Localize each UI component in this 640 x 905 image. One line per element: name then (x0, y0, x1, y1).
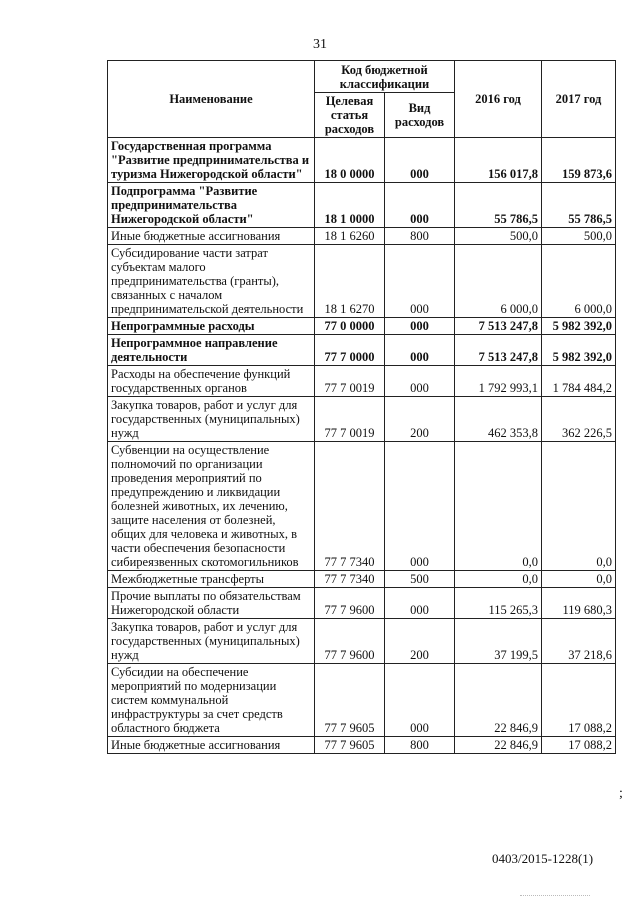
row-expense-type: 000 (385, 138, 455, 183)
row-value-2017: 6 000,0 (542, 245, 616, 318)
row-value-2017: 119 680,3 (542, 588, 616, 619)
scan-artifact (520, 895, 590, 899)
row-name: Субсидии на обеспечение мероприятий по модернизации систем коммунальной инфраструктуры за счет средств областного бюджета (108, 664, 315, 737)
table-row (108, 664, 616, 737)
header-vid: Вид расходов (385, 93, 455, 138)
row-target-code: 18 1 6260 (315, 228, 385, 245)
row-value-2016: 115 265,3 (455, 588, 542, 619)
row-expense-type: 200 (385, 397, 455, 442)
row-target-code: 77 7 0019 (315, 366, 385, 397)
row-value-2017: 0,0 (542, 571, 616, 588)
row-target-code: 18 1 6270 (315, 245, 385, 318)
row-name: Межбюджетные трансферты (108, 571, 315, 588)
row-value-2016: 7 513 247,8 (455, 318, 542, 335)
row-expense-type: 000 (385, 335, 455, 366)
table-row (108, 335, 616, 366)
row-value-2016: 500,0 (455, 228, 542, 245)
table-row (108, 737, 616, 754)
row-value-2017: 37 218,6 (542, 619, 616, 664)
row-name: Непрограммное направление деятельности (108, 335, 315, 366)
row-name: Подпрограмма "Развитие предпринимательства Нижегородской области" (108, 183, 315, 228)
table-row (108, 138, 616, 183)
row-value-2016: 0,0 (455, 442, 542, 571)
row-name: Субсидирование части затрат субъектам малого предпринимательства (гранты), связанных с началом предпринимательской деятельности (108, 245, 315, 318)
row-name: Закупка товаров, работ и услуг для государственных (муниципальных) нужд (108, 619, 315, 664)
row-value-2017: 5 982 392,0 (542, 318, 616, 335)
row-name: Субвенции на осуществление полномочий по организации проведения мероприятий по предупреждению и ликвидации болезней животных, их лечению, защите населения от болезней, общих для человека и животных, в части обеспечения безопасности сибиреязвенных скотомогильников (108, 442, 315, 571)
row-value-2016: 22 846,9 (455, 664, 542, 737)
row-value-2017: 1 784 484,2 (542, 366, 616, 397)
row-value-2016: 7 513 247,8 (455, 335, 542, 366)
row-name: Расходы на обеспечение функций государственных органов (108, 366, 315, 397)
row-expense-type: 200 (385, 619, 455, 664)
row-name: Иные бюджетные ассигнования (108, 737, 315, 754)
row-name: Иные бюджетные ассигнования (108, 228, 315, 245)
row-target-code: 77 7 0019 (315, 397, 385, 442)
row-expense-type: 000 (385, 245, 455, 318)
row-expense-type: 000 (385, 664, 455, 737)
row-target-code: 77 7 9600 (315, 619, 385, 664)
row-target-code: 18 1 0000 (315, 183, 385, 228)
row-value-2017: 17 088,2 (542, 664, 616, 737)
row-value-2016: 22 846,9 (455, 737, 542, 754)
row-expense-type: 500 (385, 571, 455, 588)
trailing-mark: ; (619, 786, 623, 801)
row-target-code: 77 7 9605 (315, 737, 385, 754)
row-value-2017: 17 088,2 (542, 737, 616, 754)
row-value-2017: 55 786,5 (542, 183, 616, 228)
row-value-2017: 500,0 (542, 228, 616, 245)
row-value-2016: 462 353,8 (455, 397, 542, 442)
budget-table (107, 60, 616, 754)
row-value-2017: 5 982 392,0 (542, 335, 616, 366)
table-row (108, 442, 616, 571)
row-value-2016: 55 786,5 (455, 183, 542, 228)
row-expense-type: 800 (385, 737, 455, 754)
row-value-2017: 362 226,5 (542, 397, 616, 442)
row-target-code: 77 7 9605 (315, 664, 385, 737)
row-expense-type: 000 (385, 442, 455, 571)
row-target-code: 77 0 0000 (315, 318, 385, 335)
row-name: Прочие выплаты по обязательствам Нижегородской области (108, 588, 315, 619)
row-value-2016: 0,0 (455, 571, 542, 588)
table-row (108, 619, 616, 664)
row-target-code: 18 0 0000 (315, 138, 385, 183)
row-expense-type: 000 (385, 318, 455, 335)
row-name: Закупка товаров, работ и услуг для государственных (муниципальных) нужд (108, 397, 315, 442)
row-name: Государственная программа "Развитие предпринимательства и туризма Нижегородской области" (108, 138, 315, 183)
row-value-2016: 156 017,8 (455, 138, 542, 183)
table-row (108, 588, 616, 619)
table-row (108, 183, 616, 228)
row-value-2017: 159 873,6 (542, 138, 616, 183)
header-code-group: Код бюджетной классификации (315, 61, 455, 93)
row-name: Непрограммные расходы (108, 318, 315, 335)
table-row (108, 318, 616, 335)
row-expense-type: 000 (385, 366, 455, 397)
document-number: 0403/2015-1228(1) (492, 851, 594, 866)
row-value-2016: 1 792 993,1 (455, 366, 542, 397)
row-value-2017: 0,0 (542, 442, 616, 571)
row-expense-type: 000 (385, 588, 455, 619)
table-row (108, 397, 616, 442)
header-target: Целевая статья расходов (315, 93, 385, 138)
header-2017: 2017 год (542, 61, 616, 138)
table-row (108, 228, 616, 245)
table-row (108, 245, 616, 318)
table-body (108, 138, 616, 754)
row-expense-type: 000 (385, 183, 455, 228)
table-row (108, 571, 616, 588)
row-value-2016: 6 000,0 (455, 245, 542, 318)
row-value-2016: 37 199,5 (455, 619, 542, 664)
header-2016: 2016 год (455, 61, 542, 138)
row-target-code: 77 7 7340 (315, 442, 385, 571)
header-name: Наименование (108, 61, 315, 138)
row-target-code: 77 7 9600 (315, 588, 385, 619)
row-target-code: 77 7 0000 (315, 335, 385, 366)
page-number: 31 (313, 37, 327, 52)
row-expense-type: 800 (385, 228, 455, 245)
row-target-code: 77 7 7340 (315, 571, 385, 588)
table-row (108, 366, 616, 397)
